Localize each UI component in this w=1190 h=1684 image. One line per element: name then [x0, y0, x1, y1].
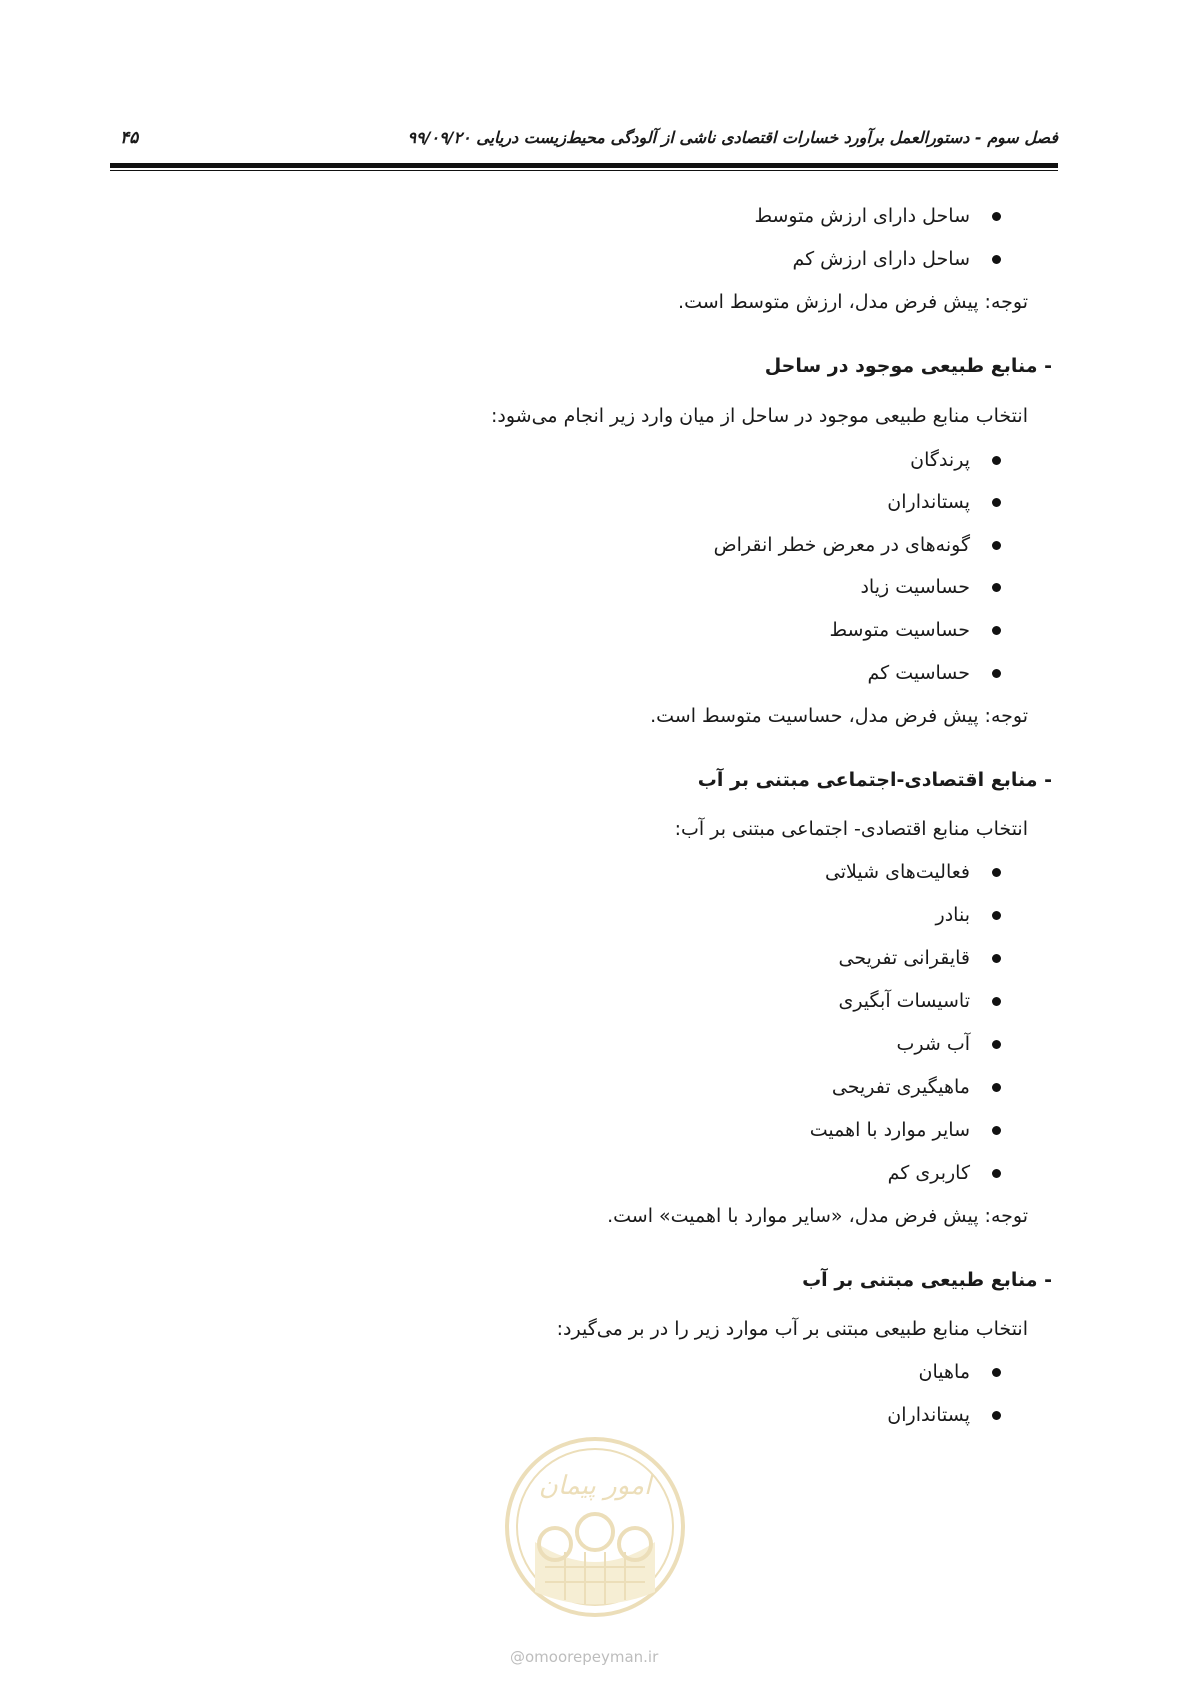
note-text: توجه: پیش فرض مدل، ارزش متوسط است. [678, 291, 1028, 313]
list-item: ماهیان [919, 1361, 970, 1383]
bullet-icon [992, 498, 1001, 507]
list-item: آب شرب [897, 1033, 971, 1055]
list-item: گونه‌های در معرض خطر انقراض [714, 534, 970, 556]
bullet-icon [992, 1040, 1001, 1049]
bullet-icon [992, 212, 1001, 221]
list-item: کاربری کم [888, 1162, 970, 1184]
list-item: فعالیت‌های شیلاتی [825, 861, 970, 883]
list-item: قایقرانی تفریحی [839, 947, 970, 969]
bullet-icon [992, 626, 1001, 635]
section-heading: - منابع طبیعی مبتنی بر آب [802, 1269, 1052, 1291]
section-heading: - منابع طبیعی موجود در ساحل [764, 355, 1052, 377]
bullet-icon [992, 1126, 1001, 1135]
watermark-stamp-icon [500, 1432, 690, 1622]
bullet-icon [992, 583, 1001, 592]
list-item: پستانداران [887, 1404, 970, 1426]
bullet-icon [992, 1169, 1001, 1178]
list-item: ماهیگیری تفریحی [832, 1076, 970, 1098]
intro-text: انتخاب منابع اقتصادی- اجتماعی مبتنی بر آب: [674, 818, 1028, 840]
bullet-icon [992, 1411, 1001, 1420]
intro-text: انتخاب منابع طبیعی موجود در ساحل از میان وارد زیر انجام می‌شود: [490, 405, 1028, 427]
bullet-icon [992, 456, 1001, 465]
list-item: ساحل دارای ارزش متوسط [754, 205, 970, 227]
list-item: حساسیت زیاد [860, 576, 970, 598]
bullet-icon [992, 1368, 1001, 1377]
watermark-url: @omoorepeyman.ir [510, 1648, 659, 1666]
list-item: پرندگان [910, 449, 970, 471]
intro-text: انتخاب منابع طبیعی مبتنی بر آب موارد زیر را در بر می‌گیرد: [556, 1318, 1028, 1340]
stamp-text: امور پیمان [538, 1471, 652, 1501]
bullet-icon [992, 911, 1001, 920]
bullet-icon [992, 954, 1001, 963]
note-text: توجه: پیش فرض مدل، حساسیت متوسط است. [650, 705, 1028, 727]
bullet-icon [992, 868, 1001, 877]
bullet-icon [992, 255, 1001, 264]
page-body [110, 0, 1058, 1600]
bullet-icon [992, 997, 1001, 1006]
list-item: بنادر [936, 904, 970, 926]
list-item: سایر موارد با اهمیت [810, 1119, 970, 1141]
list-item: پستانداران [887, 491, 970, 513]
page-number: ۴۵ [120, 128, 139, 148]
list-item: حساسیت متوسط [829, 619, 970, 641]
bullet-icon [992, 1083, 1001, 1092]
bullet-icon [992, 669, 1001, 678]
note-text: توجه: پیش فرض مدل، «سایر موارد با اهمیت» است. [607, 1205, 1028, 1227]
bullet-icon [992, 541, 1001, 550]
section-heading: - منابع اقتصادی-اجتماعی مبتنی بر آب [697, 769, 1052, 791]
list-item: تاسیسات آبگیری [838, 990, 970, 1012]
header-title: فصل سوم - دستورالعمل برآورد خسارات اقتصادی ناشی از آلودگی محیط‌زیست دریایی ۹۹/۰۹/۲۰ [407, 128, 1058, 147]
list-item: ساحل دارای ارزش کم [792, 248, 970, 270]
list-item: حساسیت کم [867, 662, 970, 684]
